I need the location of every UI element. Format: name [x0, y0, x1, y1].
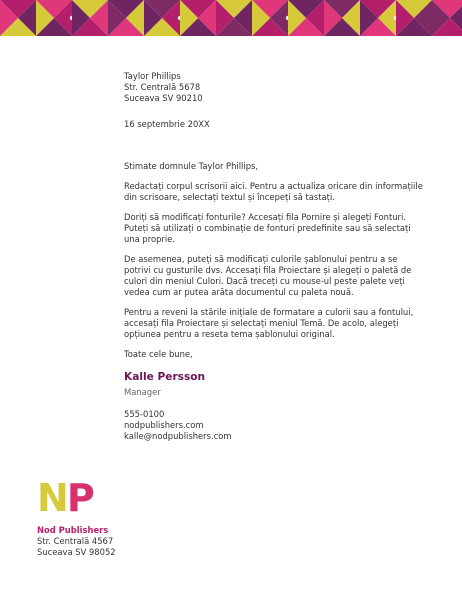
sender-street: Str. Centrală 5678	[124, 82, 201, 92]
salutation: Stimate domnule Taylor Phillips,	[124, 161, 259, 171]
logo-letter-n: N	[37, 476, 67, 520]
company-street: Str. Centrală 4567	[37, 536, 114, 546]
letter-date: 16 septembrie 20XX	[124, 119, 210, 129]
sender-city: Suceava SV 90210	[124, 93, 203, 103]
logo-letter-p: P	[66, 476, 93, 520]
sender-name: Taylor Phillips	[124, 71, 181, 81]
signature-phone: 555-0100	[124, 409, 165, 419]
signature-email: kalle@nodpublishers.com	[124, 431, 232, 441]
company-city: Suceava SV 98052	[37, 547, 116, 557]
footer	[37, 476, 237, 558]
body-paragraph: Doriți să modificați fonturile? Accesați fila Pornire și alegeți Fonturi. Puteți să utilizați o combinație de fonturi predefinite sau să selectați una proprie.	[124, 212, 411, 244]
company-logo	[37, 476, 237, 520]
body-paragraph: Redactați corpul scrisorii aici. Pentru a actualiza oricare din informațiile din scrisoare, selectați textul și începeți să tastați.	[124, 181, 423, 202]
header-banner	[0, 0, 462, 36]
company-name: Nod Publishers	[37, 525, 109, 535]
closing: Toate cele bune,	[124, 349, 193, 359]
signature-website: nodpublishers.com	[124, 420, 204, 430]
body-paragraph: Pentru a reveni la stările inițiale de formatare a culorii sau a fontului, accesați fila Proiectare și selectați meniul Temă. De acolo, alegeți opțiunea pentru a reseta tema șablonului original.	[124, 307, 414, 339]
signature-name: Kalle Persson	[124, 371, 206, 383]
geometric-banner-pattern	[0, 0, 462, 36]
signature-title: Manager	[124, 387, 161, 397]
letter-body	[124, 71, 424, 442]
body-paragraph: De asemenea, puteți să modificați culorile șablonului pentru a se potrivi cu gusturile dvs. Accesați fila Proiectare și alegeți o paletă de culori din meniul Culori. Dacă treceți cu mouse-ul peste palete veți vedea cum ar putea arăta documentul cu paleta nouă.	[124, 254, 412, 297]
